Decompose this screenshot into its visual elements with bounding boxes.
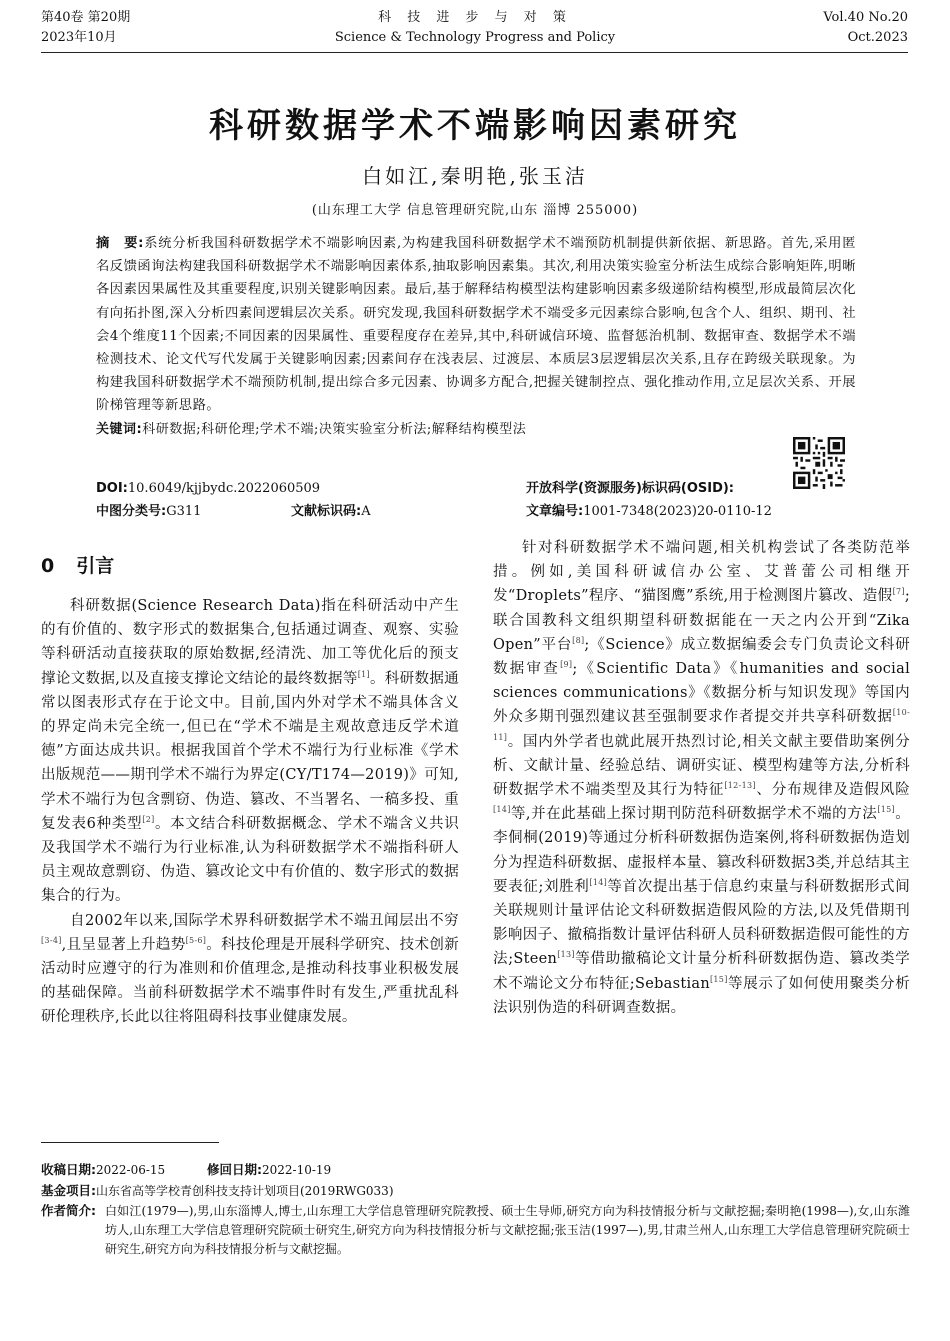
author-affiliation: (山东理工大学 信息管理研究院,山东 淄博 255000) bbox=[311, 203, 639, 218]
paragraph bbox=[493, 536, 910, 1020]
paragraph bbox=[41, 909, 459, 1030]
volume-issue-cn: 第40卷 第20期 bbox=[41, 10, 131, 25]
citation[interactable]: [12-13] bbox=[724, 781, 756, 791]
right-column bbox=[493, 536, 910, 1020]
text-run: ,且呈显著上升趋势 bbox=[61, 936, 186, 953]
running-header-right bbox=[823, 8, 908, 48]
text-run: 等借助撤稿论文计量分析科研数据伪造、篡改类学术不端论文分布特征;Sebastian bbox=[493, 951, 910, 992]
received-label: 收稿日期: bbox=[41, 1162, 96, 1177]
text-run: 。科技伦理是开展科学研究、技术创新活动时应遵守的行为准则和价值理念,是推动科技事业积极发展的基础保障。当前科研数据学术不端事件时有发生,严重扰乱科研伦理秩序,长此以往将阻碍科技事业健康发展。 bbox=[41, 936, 459, 1026]
section-number: 0 bbox=[41, 555, 55, 577]
clc-value: G311 bbox=[166, 504, 202, 519]
doi-value[interactable]: 10.6049/kjjbydc.2022060509 bbox=[127, 481, 321, 496]
abstract-label: 摘 要: bbox=[96, 236, 144, 251]
text-run: ;《Scientific Data》《humanities and social sciences communications》《数据分析与知识发现》等国内外众多期刊强烈建议甚至强制要求作者提交并共享科研数据 bbox=[493, 661, 911, 726]
section-title: 引言 bbox=[76, 555, 115, 577]
paper-authors: 白如江,秦明艳,张玉洁 bbox=[362, 164, 588, 188]
left-column bbox=[41, 594, 459, 1030]
volume-issue-en: Vol.40 No.20 bbox=[823, 10, 908, 25]
fund-value: 山东省高等学校青创科技支持计划项目(2019RWG033) bbox=[96, 1184, 394, 1198]
text-run: 、分布规律及造假风险 bbox=[755, 782, 911, 799]
fund-label: 基金项目: bbox=[41, 1183, 96, 1198]
revised-value: 2022-10-19 bbox=[262, 1163, 332, 1177]
paper-title: 科研数据学术不端影响因素研究 bbox=[209, 106, 741, 146]
revised-date bbox=[207, 1160, 331, 1180]
abstract-block bbox=[96, 232, 856, 440]
doi-label: DOI: bbox=[96, 481, 128, 496]
doc-code-label: 文献标识码: bbox=[291, 504, 362, 519]
citation[interactable]: [2] bbox=[142, 814, 155, 824]
clc-number bbox=[96, 502, 201, 522]
document-code bbox=[291, 502, 371, 522]
osid-label: 开放科学(资源服务)标识码(OSID): bbox=[526, 481, 735, 496]
text-run: 等,并在此基础上探讨期刊防范科研数据学术不端的方法 bbox=[510, 806, 878, 823]
citation[interactable]: [7] bbox=[892, 587, 905, 597]
doc-code-value: A bbox=[361, 504, 371, 519]
qr-code-icon[interactable] bbox=[793, 437, 845, 489]
text-run: 。国内外学者也就此展开热烈讨论,相关文献主要借助案例分析、文献计量、经验总结、调研实证、模型构建等方法,分析科研数据学术不端类型及其行为特征 bbox=[493, 733, 910, 799]
paragraph bbox=[41, 594, 459, 909]
abstract bbox=[96, 232, 856, 418]
section-heading bbox=[41, 551, 114, 578]
text-run: 针对科研数据学术不端问题,相关机构尝试了各类防范举措。例如,美国科研诚信办公室、艾普蕾公司相继开发“Droplets”程序、“猫图鹰”系统,用于检测图片篡改、造假 bbox=[493, 540, 910, 605]
osid bbox=[526, 479, 734, 499]
citation[interactable]: [5-6] bbox=[185, 935, 207, 945]
citation[interactable]: [15] bbox=[710, 974, 728, 984]
clc-label: 中图分类号: bbox=[96, 504, 167, 519]
citation[interactable]: [8] bbox=[572, 635, 585, 645]
text-run: 科研数据(Science Research Data)指在科研活动中产生的有价值的、数字形式的数据集合,包括通过调查、观察、实验等科研活动直接获取的原始数据,经清洗、加工等优化后的预支撑论文数据,以及直接支撑论文结论的最终数据等 bbox=[41, 598, 459, 687]
date-cn: 2023年10月 bbox=[41, 30, 117, 45]
text-run: ;联合国教科文组织期望科研数据能在一天之内公开到“Zika Open”平台 bbox=[493, 588, 910, 653]
text-run: 。本文结合科研数据概念、学术不端含义共识及我国学术不端行为行业标准,认为科研数据学术不端指科研人员主观故意剽窃、伪造、篡改论文中有价值的、数字形式的数据集合的行为。 bbox=[41, 815, 460, 905]
text-run: 等首次提出基于信息约束量与科研数据形式间关联规则计量评估论文科研数据造假风险的方法,以及凭借期刊影响因子、撤稿指数计量评估科研人员科研数据造假可能性的方法;Steen bbox=[493, 878, 910, 968]
author-bio bbox=[41, 1201, 910, 1259]
header-rule bbox=[41, 52, 908, 53]
citation[interactable]: [9] bbox=[560, 660, 573, 670]
keywords-label: 关键词: bbox=[96, 421, 143, 437]
received-value: 2022-06-15 bbox=[96, 1163, 166, 1177]
article-number bbox=[526, 502, 772, 522]
citation[interactable]: [15] bbox=[877, 805, 895, 815]
footnote-rule bbox=[41, 1142, 219, 1143]
journal-name-cn: 科 技 进 步 与 对 策 bbox=[378, 10, 572, 25]
keywords bbox=[96, 420, 856, 440]
journal-name-en: Science & Technology Progress and Policy bbox=[334, 30, 616, 45]
received-date bbox=[41, 1160, 165, 1180]
fund-project bbox=[41, 1181, 394, 1201]
doi bbox=[96, 479, 320, 499]
text-run: 。李侗桐(2019)等通过分析科研数据伪造案例,将科研数据伪造划分为捏造科研数据、虚报样本量、篡改科研数据3类,并总结其主要表征;刘胜利 bbox=[493, 806, 910, 895]
keywords-text: 科研数据;科研伦理;学术不端;决策实验室分析法;解释结构模型法 bbox=[142, 421, 527, 437]
citation[interactable]: [3-4] bbox=[41, 935, 62, 945]
text-run: ;《Science》成立数据编委会专门负责论文科研数据审查 bbox=[493, 636, 910, 678]
citation[interactable]: [10-11] bbox=[493, 708, 910, 742]
bio-text: 白如江(1979—),男,山东淄博人,博士,山东理工大学信息管理研究院教授、硕士生导师,研究方向为科技情报分析与文献挖掘;秦明艳(1998—),女,山东潍坊人,山东理工大学信息管理研究院硕士研究生,研究方向为科技情报分析与文献挖掘;张玉洁(1997—),男,甘肃兰州人,山东理工大学信息管理研究院硕士研究生,研究方向为科技情报分析与文献挖掘。 bbox=[105, 1204, 910, 1256]
article-no-value: 1001-7348(2023)20-0110-12 bbox=[583, 504, 772, 519]
text-run: 自2002年以来,国际学术界科研数据学术不端丑闻层出不穷 bbox=[70, 912, 459, 929]
citation[interactable]: [14] bbox=[493, 805, 511, 815]
bio-label: 作者简介: bbox=[41, 1203, 96, 1218]
article-no-label: 文章编号: bbox=[526, 504, 584, 519]
text-run: 。科研数据通常以图表形式存在于论文中。目前,国内外对学术不端具体含义的界定尚未完全统一,但已在“学术不端是主观故意违反学术道德”方面达成共识。根据我国首个学术不端行为行业标准《学术出版规范——期刊学术不端行为界定(CY/T174—2019)》可知,学术不端行为包含剽窃、伪造、篡改、不当署名、一稿多投、重复发表6种类型 bbox=[41, 670, 459, 832]
citation[interactable]: [14] bbox=[589, 877, 608, 887]
citation[interactable]: [1] bbox=[357, 669, 370, 679]
running-header-center bbox=[0, 8, 950, 48]
revised-label: 修回日期: bbox=[207, 1162, 262, 1177]
citation[interactable]: [13] bbox=[557, 950, 575, 960]
text-run: 等展示了如何使用聚类分析法识别伪造的科研调查数据。 bbox=[493, 975, 910, 1016]
date-en: Oct.2023 bbox=[847, 30, 908, 45]
abstract-text: 系统分析我国科研数据学术不端影响因素,为构建我国科研数据学术不端预防机制提供新依据、新思路。首先,采用匿名反馈函询法构建我国科研数据学术不端影响因素体系,抽取影响因素集。其次,利用决策实验室分析法生成综合影响矩阵,明晰各因素因果属性及其重要程度,识别关键影响因素。最后,基于解释结构模型法构建影响因素多级递阶结构模型,形成最简层次化有向拓扑图,深入分析四素间逻辑层次关系。研究发现,我国科研数据学术不端受多元因素综合影响,包含个人、组织、期刊、社会4个维度11个因素;不同因素的因果属性、重要程度存在差异,其中,科研诚信环境、监督惩治机制、数据审查、数据学术不端检测技术、论文代写代发属于关键影响因素;因素间存在浅表层、过渡层、本质层3层逻辑层次关系,且存在跨级关联现象。为构建我国科研数据学术不端预防机制,提出综合多元因素、协调多方配合,把握关键制控点、强化推动作用,立足层次关系、开展阶梯管理等新思路。 bbox=[96, 236, 856, 414]
